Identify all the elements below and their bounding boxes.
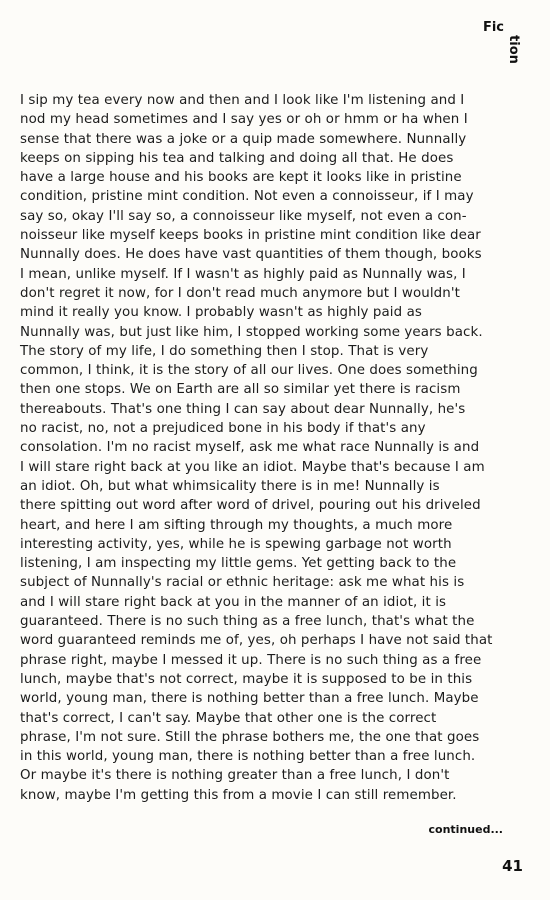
text-line: I sip my tea every now and then and I look like I'm listening and I [20, 93, 465, 108]
text-line: phrase, I'm not sure. Still the phrase bothers me, the one that goes [20, 729, 480, 745]
text-line: Nunnally was, but just like him, I stopped working some years back. [20, 324, 483, 340]
text-line: in this world, young man, there is nothing better than a free lunch. [20, 749, 476, 765]
text-line: The story of my life, I do something then I stop. That is very [20, 343, 429, 359]
text-line: I mean, unlike myself. If I wasn't as highly paid as Nunnally was, I [20, 266, 466, 282]
text-line: common, I think, it is the story of all our lives. One does something [20, 363, 478, 379]
section-label-part2: tion [506, 35, 522, 64]
text-line: listening, I am inspecting my little gems. Yet getting back to the [20, 556, 457, 572]
page-number: 41 [502, 857, 523, 875]
text-line: don't regret it now, for I don't read much anymore but I wouldn't [20, 285, 460, 301]
text-line: that's correct, I can't say. Maybe that other one is the correct [20, 710, 437, 726]
text-line: an idiot. Oh, but what whimsicality there is in me! Nunnally is [20, 478, 440, 494]
text-line: guaranteed. There is no such thing as a free lunch, that's what the [20, 614, 475, 630]
text-line: have a large house and his books are kept it looks like in pristine [20, 170, 462, 186]
section-label-part1: Fic [482, 20, 504, 35]
text-line: know, maybe I'm getting this from a movie I can still remember. [20, 787, 457, 803]
text-line: sense that there was a joke or a quip made somewhere. Nunnally [20, 131, 467, 147]
text-line: world, young man, there is nothing better than a free lunch. Maybe [20, 691, 479, 707]
text-line: Nunnally does. He does have vast quantities of them though, books [20, 247, 482, 263]
text-line: keeps on sipping his tea and talking and doing all that. He does [20, 150, 454, 166]
text-line: heart, and here I am sifting through my thoughts, a much more [20, 517, 453, 533]
text-line: noisseur like myself keeps books in pristine mint condition like dear [20, 228, 481, 244]
continued-label: continued... [428, 823, 503, 836]
text-line: phrase right, maybe I messed it up. There is no such thing as a free [20, 652, 482, 668]
text-line: I will stare right back at you like an idiot. Maybe that's because I am [20, 459, 485, 475]
text-line: then one stops. We on Earth are all so similar yet there is racism [20, 382, 461, 398]
text-line: nod my head sometimes and I say yes or oh or hmm or ha when I [20, 112, 468, 128]
text-line: there spitting out word after word of drivel, pouring out his driveled [20, 498, 481, 514]
text-line: subject of Nunnally's racial or ethnic heritage: ask me what his is [20, 575, 465, 591]
text-line: and I will stare right back at you in the manner of an idiot, it is [20, 594, 447, 610]
text-line: consolation. I'm no racist myself, ask me what race Nunnally is and [20, 440, 480, 456]
body-text [20, 91, 520, 805]
text-line: condition, pristine mint condition. Not even a connoisseur, if I may [20, 189, 474, 205]
text-line: say so, okay I'll say so, a connoisseur like myself, not even a con- [20, 208, 467, 224]
text-line: no racist, no, not a prejudiced bone in his body if that's any [20, 421, 426, 437]
text-line: word guaranteed reminds me of, yes, oh perhaps I have not said that [20, 633, 493, 649]
text-line: thereabouts. That's one thing I can say about dear Nunnally, he's [20, 401, 466, 417]
text-line: mind it really you know. I probably wasn't as highly paid as [20, 305, 422, 321]
text-line: lunch, maybe that's not correct, maybe it is supposed to be in this [20, 671, 473, 687]
text-line: interesting activity, yes, while he is spewing garbage not worth [20, 536, 452, 552]
text-line: Or maybe it's there is nothing greater than a free lunch, I don't [20, 768, 450, 784]
